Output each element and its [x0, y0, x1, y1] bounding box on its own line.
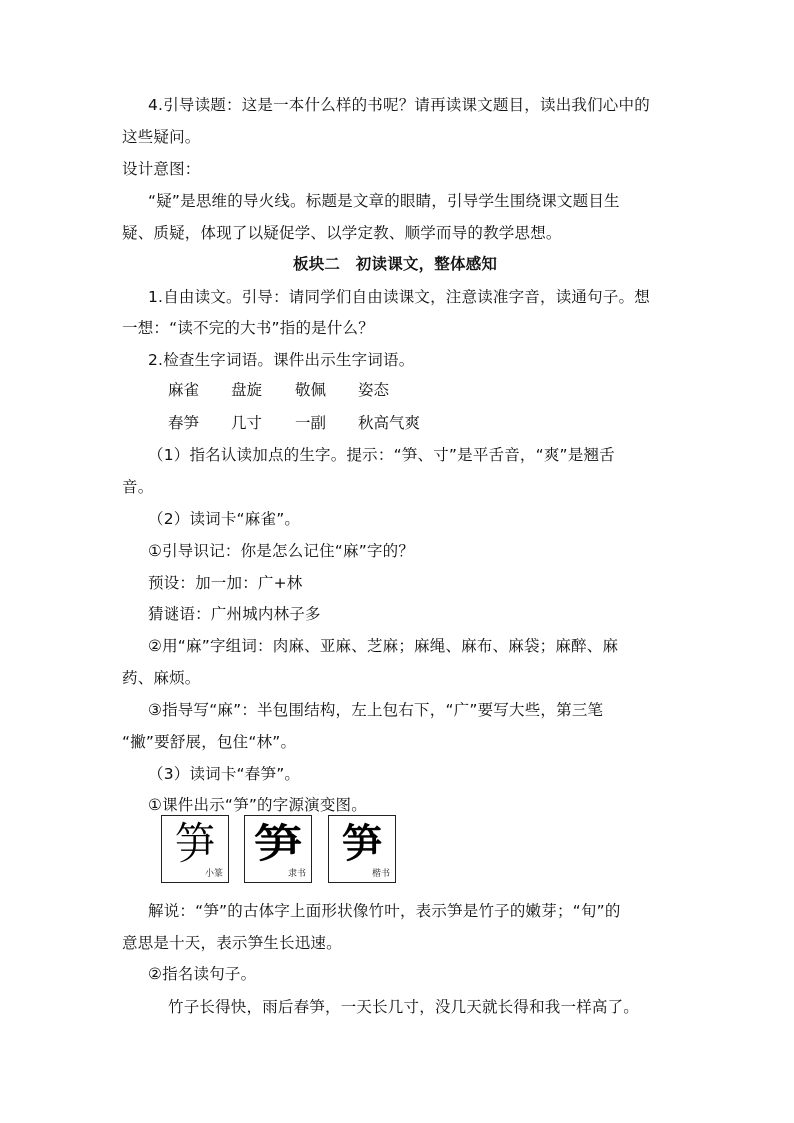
- vocab-word: 几寸: [231, 414, 263, 432]
- character-glyph: 笋: [175, 818, 215, 870]
- paragraph-free-reading-cont: 一想：“读不完的大书”指的是什么？: [122, 319, 374, 337]
- vocab-word: 一副: [295, 414, 327, 432]
- paragraph-guide-memorize: ①引导识记：你是怎么记住“麻”字的？: [148, 542, 415, 560]
- character-glyph: 笋: [342, 820, 382, 867]
- paragraph-word-card-ma: （2）读词卡“麻雀”。: [148, 510, 301, 528]
- paragraph-word-card-sun: （3）读词卡“春笋”。: [148, 765, 301, 783]
- section-heading: 板块二 初读课文，整体感知: [293, 255, 498, 273]
- paragraph-writing-guide-cont: “撇”要舒展，包住“林”。: [122, 733, 297, 751]
- paragraph-design-intent-cont: 疑、质疑，体现了以疑促学、以学定教、顺学而导的教学思想。: [122, 224, 562, 242]
- paragraph-character-origin: ①课件出示“笋”的字源演变图。: [148, 796, 367, 814]
- paragraph-pronunciation-cont: 音。: [122, 478, 154, 496]
- design-intent-label: 设计意图：: [122, 160, 201, 178]
- vocab-word: 春笋: [168, 414, 200, 432]
- character-caption: 隶书: [287, 869, 306, 879]
- character-card-regular: [328, 815, 396, 883]
- character-caption: 小篆: [204, 869, 223, 879]
- vocab-word: 秋高气爽: [358, 414, 421, 432]
- paragraph-explanation-cont: 意思是十天，表示笋生长迅速。: [122, 934, 342, 952]
- character-card-seal: [161, 815, 229, 883]
- vocab-word: 盘旋: [231, 381, 263, 399]
- vocab-word: 姿态: [358, 381, 390, 399]
- character-caption: 楷书: [371, 869, 390, 879]
- paragraph-design-intent: “疑”是思维的导火线。标题是文章的眼睛，引导学生围绕课文题目生: [148, 192, 620, 210]
- paragraph-reading-title-cont: 这些疑问。: [122, 128, 201, 146]
- paragraph-explanation: 解说：“笋”的古体字上面形状像竹叶，表示笋是竹子的嫩芽；“旬”的: [148, 902, 621, 920]
- paragraph-free-reading: 1.自由读文。引导：请同学们自由读课文，注意读准字音，读通句子。想: [148, 288, 650, 306]
- paragraph-word-groups-cont: 药、麻烦。: [122, 669, 201, 687]
- example-sentence: 竹子长得快，雨后春笋，一天长几寸，没几天就长得和我一样高了。: [168, 998, 640, 1016]
- paragraph-read-sentence: ②指名读句子。: [148, 965, 257, 983]
- vocab-word: 麻雀: [168, 381, 200, 399]
- vocab-word: 敬佩: [295, 381, 327, 399]
- paragraph-check-words: 2.检查生字词语。课件出示生字词语。: [148, 351, 415, 369]
- paragraph-word-groups: ②用“麻”字组词：肉麻、亚麻、芝麻；麻绳、麻布、麻袋；麻醉、麻: [148, 637, 619, 655]
- character-glyph: 笋: [254, 820, 302, 867]
- paragraph-preset: 预设：加一加：广+林: [148, 574, 303, 592]
- paragraph-reading-title: 4.引导读题：这是一本什么样的书呢？请再读课文题目，读出我们心中的: [148, 96, 650, 114]
- paragraph-pronunciation: （1）指名认读加点的生字。提示：“笋、寸”是平舌音，“爽”是翘舌: [148, 446, 615, 464]
- paragraph-writing-guide: ③指导写“麻”：半包围结构，左上包右下，“广”要写大些，第三笔: [148, 701, 604, 719]
- character-card-clerical: [244, 815, 312, 883]
- paragraph-riddle: 猜谜语：广州城内林子多: [148, 605, 321, 623]
